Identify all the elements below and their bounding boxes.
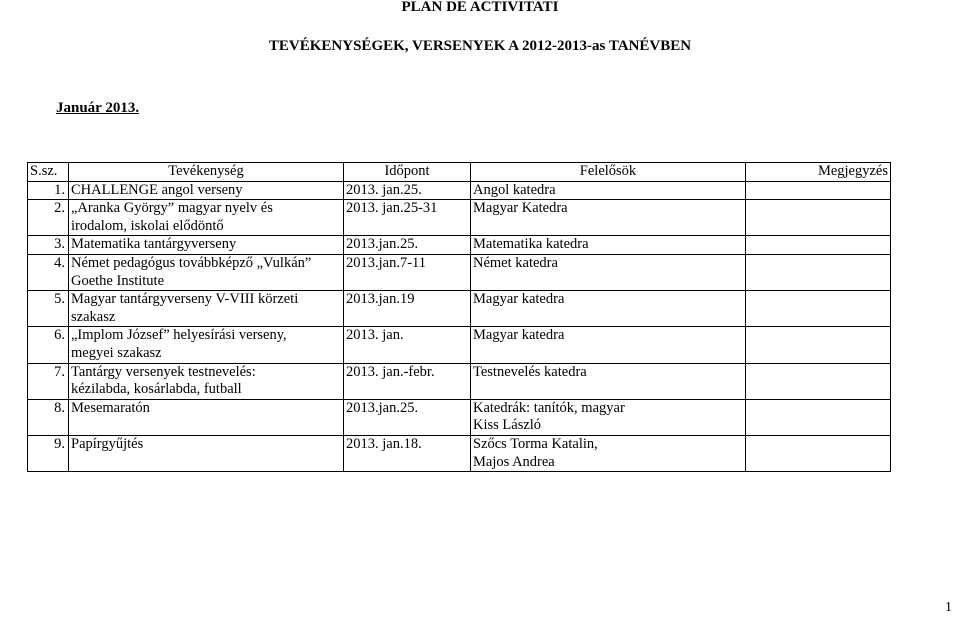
row-number: 1. <box>28 181 69 200</box>
document-title: PLAN DE ACTIVITATI <box>401 0 559 15</box>
table-header-row <box>28 163 891 182</box>
date-cell: 2013.jan.25. <box>344 236 471 255</box>
note-cell <box>746 435 891 471</box>
responsible-text: Magyar katedra <box>473 327 565 344</box>
row-number: 8. <box>28 399 69 435</box>
responsible-text: Testnevelés katedra <box>473 363 587 380</box>
responsible-cell <box>471 181 746 200</box>
activity-text: CHALLENGE angol verseny <box>71 181 243 198</box>
row-number: 4. <box>28 254 69 290</box>
responsible-cell <box>471 435 746 471</box>
table-row <box>28 236 891 255</box>
responsible-cell <box>471 327 746 363</box>
activity-cell <box>69 363 344 399</box>
responsible-cell <box>471 399 746 435</box>
activity-cell <box>69 200 344 236</box>
activity-text: „Implom József” helyesírási verseny, <box>71 327 287 344</box>
activity-text: megyei szakasz <box>71 344 162 361</box>
activity-table <box>27 162 891 472</box>
date-cell: 2013. jan.25-31 <box>344 200 471 236</box>
table-row <box>28 254 891 290</box>
activity-text: Mesemaratón <box>71 399 150 416</box>
responsible-text: Matematika katedra <box>473 236 589 253</box>
activity-cell <box>69 181 344 200</box>
date-cell: 2013.jan.7-11 <box>344 254 471 290</box>
page-number: 1 <box>945 600 952 615</box>
responsible-cell <box>471 254 746 290</box>
activity-cell <box>69 236 344 255</box>
document-subtitle: TEVÉKENYSÉGEK, VERSENYEK A 2012-2013-as TANÉVBEN <box>268 38 692 54</box>
header-activity: Tevékenység <box>69 163 344 182</box>
date-cell: 2013. jan.25. <box>344 181 471 200</box>
note-cell <box>746 181 891 200</box>
activity-text: Papírgyűjtés <box>71 435 144 452</box>
activity-text: szakasz <box>71 308 116 325</box>
responsible-text: Magyar Katedra <box>473 200 568 217</box>
activity-cell <box>69 399 344 435</box>
activity-text: kézilabda, kosárlabda, futball <box>71 381 242 398</box>
activity-cell <box>69 327 344 363</box>
date-cell: 2013. jan.18. <box>344 435 471 471</box>
responsible-text: Szőcs Torma Katalin, <box>473 435 598 452</box>
responsible-cell <box>471 200 746 236</box>
date-cell: 2013. jan.-febr. <box>344 363 471 399</box>
table-row <box>28 200 891 236</box>
header-responsible: Felelősök <box>471 163 746 182</box>
row-number: 3. <box>28 236 69 255</box>
note-cell <box>746 236 891 255</box>
row-number: 2. <box>28 200 69 236</box>
responsible-cell <box>471 236 746 255</box>
row-number: 5. <box>28 291 69 327</box>
responsible-text: Német katedra <box>473 254 558 271</box>
activity-text: Tantárgy versenyek testnevelés: <box>71 363 256 380</box>
header-note: Megjegyzés <box>746 163 891 182</box>
header-nr: S.sz. <box>28 163 69 182</box>
responsible-text: Angol katedra <box>473 181 556 198</box>
activity-cell <box>69 254 344 290</box>
table-row <box>28 435 891 471</box>
date-cell: 2013.jan.25. <box>344 399 471 435</box>
header-date: Időpont <box>344 163 471 182</box>
note-cell <box>746 200 891 236</box>
responsible-cell <box>471 291 746 327</box>
table-row <box>28 399 891 435</box>
table-row <box>28 327 891 363</box>
note-cell <box>746 399 891 435</box>
activity-text: Magyar tantárgyverseny V-VIII körzeti <box>71 291 299 308</box>
row-number: 6. <box>28 327 69 363</box>
activity-cell <box>69 435 344 471</box>
date-cell: 2013.jan.19 <box>344 291 471 327</box>
note-cell <box>746 327 891 363</box>
activity-cell <box>69 291 344 327</box>
activity-text: Matematika tantárgyverseny <box>71 236 237 253</box>
table-row <box>28 291 891 327</box>
activity-text: Német pedagógus továbbképző „Vulkán” <box>71 254 312 271</box>
responsible-text: Magyar katedra <box>473 291 565 308</box>
note-cell <box>746 254 891 290</box>
responsible-text: Katedrák: tanítók, magyar <box>473 399 625 416</box>
activity-text: „Aranka György” magyar nyelv és <box>71 200 273 217</box>
note-cell <box>746 363 891 399</box>
responsible-text: Majos Andrea <box>473 453 555 470</box>
table-row <box>28 181 891 200</box>
activity-text: Goethe Institute <box>71 272 165 289</box>
responsible-text: Kiss László <box>473 417 542 434</box>
table-row <box>28 363 891 399</box>
row-number: 7. <box>28 363 69 399</box>
month-heading: Január 2013. <box>56 100 140 116</box>
responsible-cell <box>471 363 746 399</box>
date-cell: 2013. jan. <box>344 327 471 363</box>
row-number: 9. <box>28 435 69 471</box>
note-cell <box>746 291 891 327</box>
activity-text: irodalom, iskolai elődöntő <box>71 217 224 234</box>
